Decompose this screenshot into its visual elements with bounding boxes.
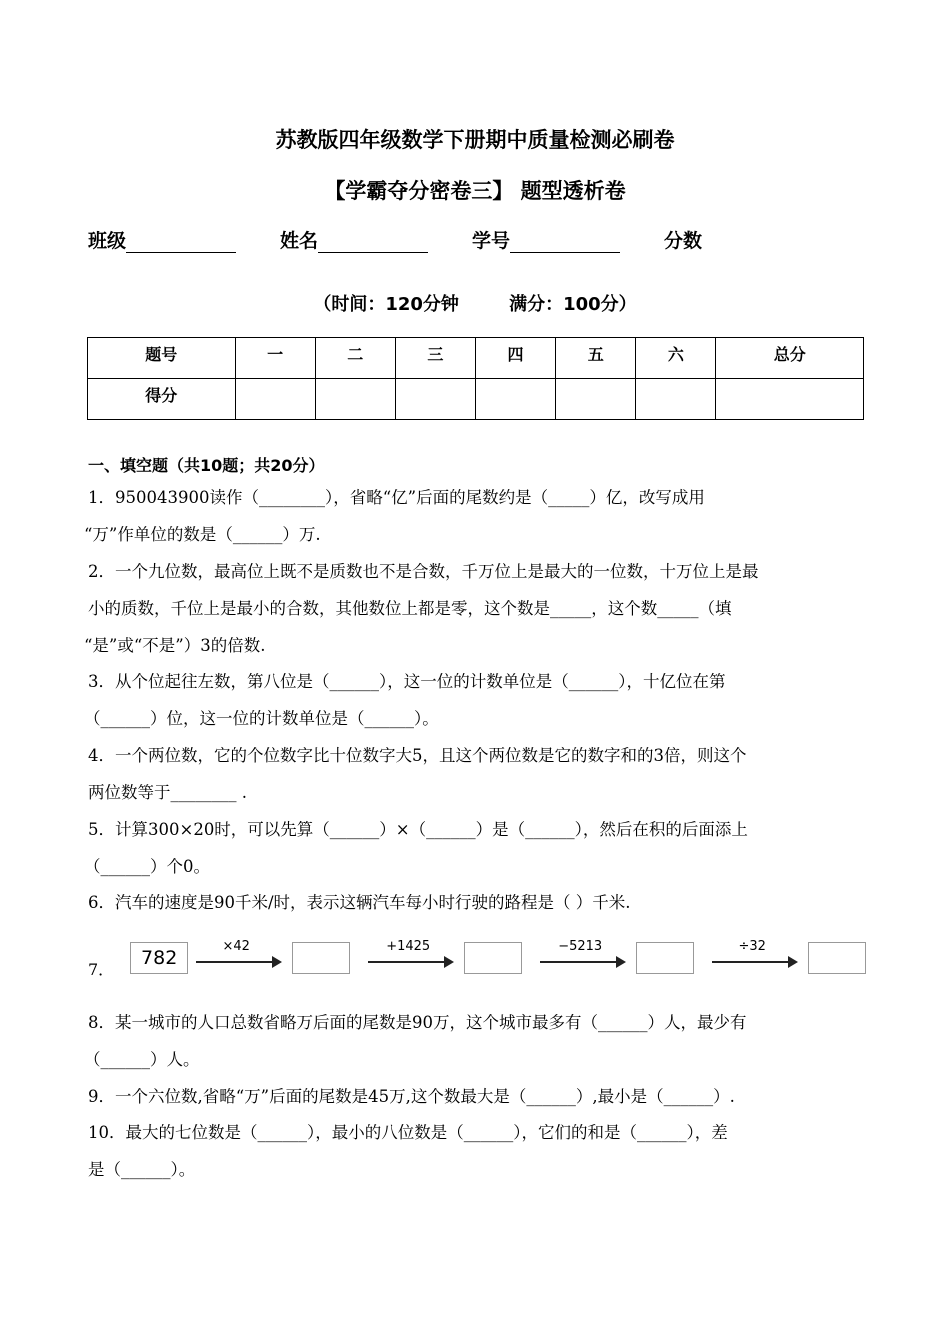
- arrow-op: [712, 938, 800, 973]
- arrow-line: [368, 961, 446, 963]
- score-cell[interactable]: [556, 379, 636, 420]
- question: [88, 737, 878, 811]
- header-cell: 题号: [88, 338, 236, 379]
- answer-box[interactable]: [636, 942, 694, 974]
- header-cell: 二: [315, 338, 395, 379]
- answer-box[interactable]: [292, 942, 350, 974]
- op-label: ÷32: [738, 938, 766, 954]
- question-line: “是”或“不是”）3的倍数.: [84, 636, 266, 655]
- question-line: 2．一个九位数，最高位上既不是质数也不是合数，千万位上是最大的一位数，十万位上是最: [88, 562, 759, 581]
- arrow-head-icon: [616, 956, 626, 968]
- header-cell: 总分: [716, 338, 864, 379]
- arrow-line: [712, 961, 790, 963]
- label: 姓名: [280, 230, 319, 252]
- score-table: [87, 337, 864, 420]
- question-line: 6．汽车的速度是90千米/时，表示这辆汽车每小时行驶的路程是（ ）千米.: [88, 893, 631, 912]
- start-box: 782: [130, 942, 188, 974]
- question: [88, 884, 878, 921]
- arrow-head-icon: [272, 956, 282, 968]
- score-field: 分数: [664, 230, 703, 252]
- question-line: 小的质数，千位上是最小的合数，其他数位上都是零，这个数是_____，这个数_____（填: [88, 599, 732, 618]
- score-cell[interactable]: [716, 379, 864, 420]
- question: [84, 1004, 878, 1078]
- score-cell[interactable]: [636, 379, 716, 420]
- question-line: 4．一个两位数，它的个位数字比十位数字大5，且这个两位数是它的数字和的3倍，则这个: [88, 746, 747, 765]
- question-line: （______）人。: [84, 1050, 200, 1069]
- arrow-op: [196, 938, 284, 973]
- q7-label: 7．: [88, 960, 115, 979]
- header-cell: 三: [395, 338, 475, 379]
- question: [84, 663, 878, 737]
- q7-flow: [88, 935, 866, 980]
- class-field[interactable]: [88, 226, 236, 253]
- question-line: （______）个0。: [84, 857, 210, 876]
- header-cell: 六: [636, 338, 716, 379]
- question-line: 3．从个位起往左数，第八位是（______），这一位的计数单位是（______），十亿位在第: [88, 672, 726, 691]
- arrow-op: [368, 938, 456, 973]
- id-field[interactable]: [472, 226, 620, 253]
- answer-box[interactable]: [464, 942, 522, 974]
- question: [84, 553, 878, 664]
- header-cell: 四: [475, 338, 555, 379]
- arrow-line: [540, 961, 618, 963]
- score-cell[interactable]: [475, 379, 555, 420]
- score-cell[interactable]: [315, 379, 395, 420]
- question-line: 5．计算300×20时，可以先算（______）×（______）是（______），然后在积的后面添上: [88, 820, 748, 839]
- question-line: 9．一个六位数,省略“万”后面的尾数是45万,这个数最大是（______）,最小是（______）.: [88, 1087, 735, 1106]
- arrow-head-icon: [444, 956, 454, 968]
- arrow-head-icon: [788, 956, 798, 968]
- arrow-op: [540, 938, 628, 973]
- question: [88, 1114, 878, 1188]
- question: [84, 811, 878, 885]
- section-heading: 一、填空题（共10题；共20分）: [88, 456, 325, 475]
- question-line: 10．最大的七位数是（______），最小的八位数是（______），它们的和是（______），差: [88, 1123, 728, 1142]
- question: [88, 1078, 878, 1115]
- score-cell[interactable]: [235, 379, 315, 420]
- question-line: 是（______）。: [88, 1160, 196, 1179]
- student-info: [88, 226, 702, 253]
- question-line: “万”作单位的数是（______）万.: [84, 525, 321, 544]
- op-label: +1425: [386, 938, 431, 954]
- exam-subtitle: 【学霸夺分密卷三】 题型透析卷: [324, 179, 626, 203]
- question-line: 1．950043900读作（________），省略“亿”后面的尾数约是（_____）亿，改写成用: [88, 488, 705, 507]
- exam-title: 苏教版四年级数学下册期中质量检测必刷卷: [275, 128, 675, 152]
- question-line: 两位数等于________ .: [88, 783, 247, 802]
- question-line: 8．某一城市的人口总数省略万后面的尾数是90万，这个城市最多有（______）人，最少有: [88, 1013, 747, 1032]
- answer-box[interactable]: [808, 942, 866, 974]
- header-cell: 一: [235, 338, 315, 379]
- header-cell: 五: [556, 338, 636, 379]
- name-field[interactable]: [280, 226, 428, 253]
- row-label: 得分: [88, 379, 236, 420]
- op-label: −5213: [558, 938, 603, 954]
- op-label: ×42: [222, 938, 250, 954]
- score-cell[interactable]: [395, 379, 475, 420]
- label: 学号: [472, 230, 511, 252]
- arrow-line: [196, 961, 274, 963]
- question: [84, 479, 878, 553]
- question-line: （______）位，这一位的计数单位是（______）。: [84, 709, 439, 728]
- label: 班级: [88, 230, 127, 252]
- time-info: （时间：120分钟 满分：100分）: [313, 294, 637, 315]
